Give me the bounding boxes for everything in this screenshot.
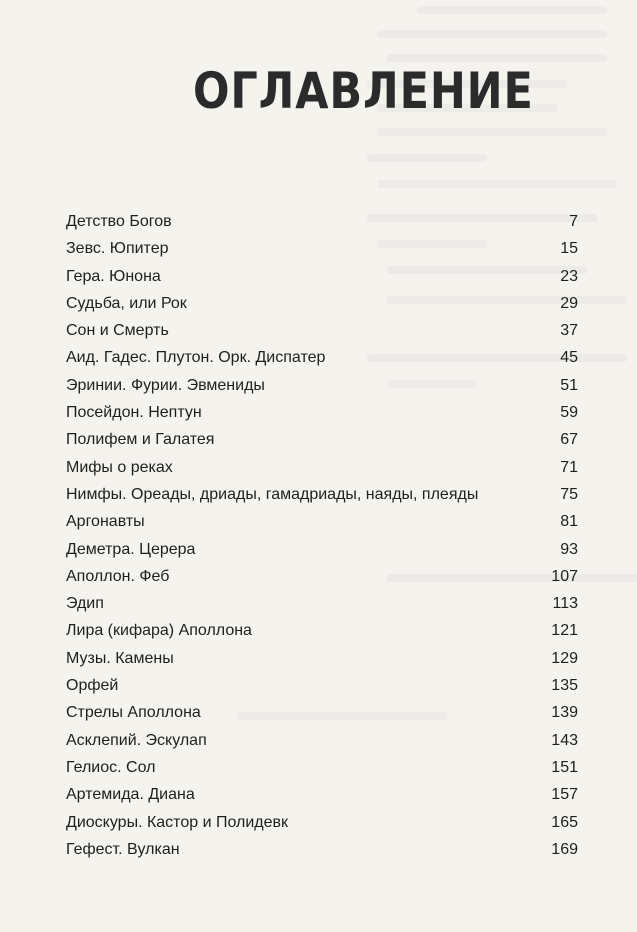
toc-entry-title: Стрелы Аполлона	[66, 704, 201, 722]
toc-entry-page: 67	[560, 431, 578, 449]
toc-entry	[66, 208, 578, 235]
page-title: ОГЛАВЛЕНИЕ	[193, 62, 534, 120]
toc-entry-page: 71	[560, 458, 578, 476]
toc-entry-page: 143	[551, 731, 578, 749]
toc-entry-title: Судьба, или Рок	[66, 294, 187, 312]
toc-entry-title: Эдип	[66, 595, 104, 613]
toc-entry	[66, 563, 578, 590]
toc-entry-page: 157	[551, 786, 578, 804]
toc-entry	[66, 399, 578, 426]
toc-entry-page: 15	[560, 240, 578, 258]
toc-entry	[66, 809, 578, 836]
toc-entry-title: Артемида. Диана	[66, 786, 195, 804]
toc-entry-title: Деметра. Церера	[66, 540, 196, 558]
toc-entry-title: Аполлон. Феб	[66, 567, 170, 585]
toc-entry	[66, 344, 578, 371]
toc-entry-page: 107	[551, 567, 578, 585]
toc-entry-page: 75	[560, 485, 578, 503]
toc-entry-title: Орфей	[66, 677, 119, 695]
toc-entry-title: Диоскуры. Кастор и Полидевк	[66, 813, 289, 831]
toc-entry-page: 45	[560, 349, 578, 367]
table-of-contents	[66, 208, 578, 863]
toc-entry	[66, 536, 578, 563]
toc-entry-page: 81	[560, 513, 578, 531]
toc-entry-page: 23	[560, 267, 578, 285]
toc-entry	[66, 617, 578, 644]
toc-entry	[66, 727, 578, 754]
toc-entry-title: Асклепий. Эскулап	[66, 731, 207, 749]
toc-entry	[66, 508, 578, 535]
toc-entry-page: 169	[551, 840, 578, 858]
toc-entry	[66, 645, 578, 672]
toc-entry-title: Сон и Смерть	[66, 322, 169, 340]
toc-entry-page: 51	[560, 376, 578, 394]
toc-entry-title: Нимфы. Ореады, дриады, гамадриады, наяды, плеяды	[66, 485, 479, 503]
toc-entry-page: 29	[560, 294, 578, 312]
toc-entry-title: Аид. Гадес. Плутон. Орк. Диспатер	[66, 349, 326, 367]
toc-entry-page: 59	[560, 404, 578, 422]
toc-entry-title: Гера. Юнона	[66, 267, 161, 285]
toc-entry-page: 93	[560, 540, 578, 558]
toc-entry	[66, 372, 578, 399]
toc-entry-title: Эринии. Фурии. Эвмениды	[66, 376, 265, 394]
toc-entry	[66, 481, 578, 508]
toc-entry	[66, 672, 578, 699]
toc-entry	[66, 317, 578, 344]
toc-entry-page: 151	[551, 758, 578, 776]
toc-entry-title: Гефест. Вулкан	[66, 840, 180, 858]
toc-entry	[66, 290, 578, 317]
toc-entry-title: Гелиос. Сол	[66, 758, 156, 776]
toc-entry-title: Мифы о реках	[66, 458, 173, 476]
toc-entry	[66, 454, 578, 481]
toc-entry	[66, 235, 578, 262]
toc-entry-page: 37	[560, 322, 578, 340]
toc-entry-title: Полифем и Галатея	[66, 431, 215, 449]
toc-entry-title: Музы. Камены	[66, 649, 174, 667]
toc-entry	[66, 426, 578, 453]
toc-entry	[66, 836, 578, 863]
toc-entry	[66, 781, 578, 808]
toc-entry-page: 135	[551, 677, 578, 695]
toc-entry-title: Лира (кифара) Аполлона	[66, 622, 252, 640]
toc-entry-page: 113	[552, 595, 578, 613]
toc-entry-title: Детство Богов	[66, 213, 172, 230]
toc-entry-page: 129	[551, 649, 578, 667]
toc-entry	[66, 263, 578, 290]
toc-entry-title: Аргонавты	[66, 513, 145, 531]
toc-entry-page: 139	[551, 704, 578, 722]
toc-entry	[66, 699, 578, 726]
toc-entry-page: 121	[551, 622, 578, 640]
toc-entry-title: Посейдон. Нептун	[66, 404, 202, 422]
toc-entry-page: 7	[569, 213, 578, 230]
toc-entry	[66, 590, 578, 617]
toc-entry-title: Зевс. Юпитер	[66, 240, 169, 258]
toc-entry-page: 165	[551, 813, 578, 831]
toc-entry	[66, 754, 578, 781]
